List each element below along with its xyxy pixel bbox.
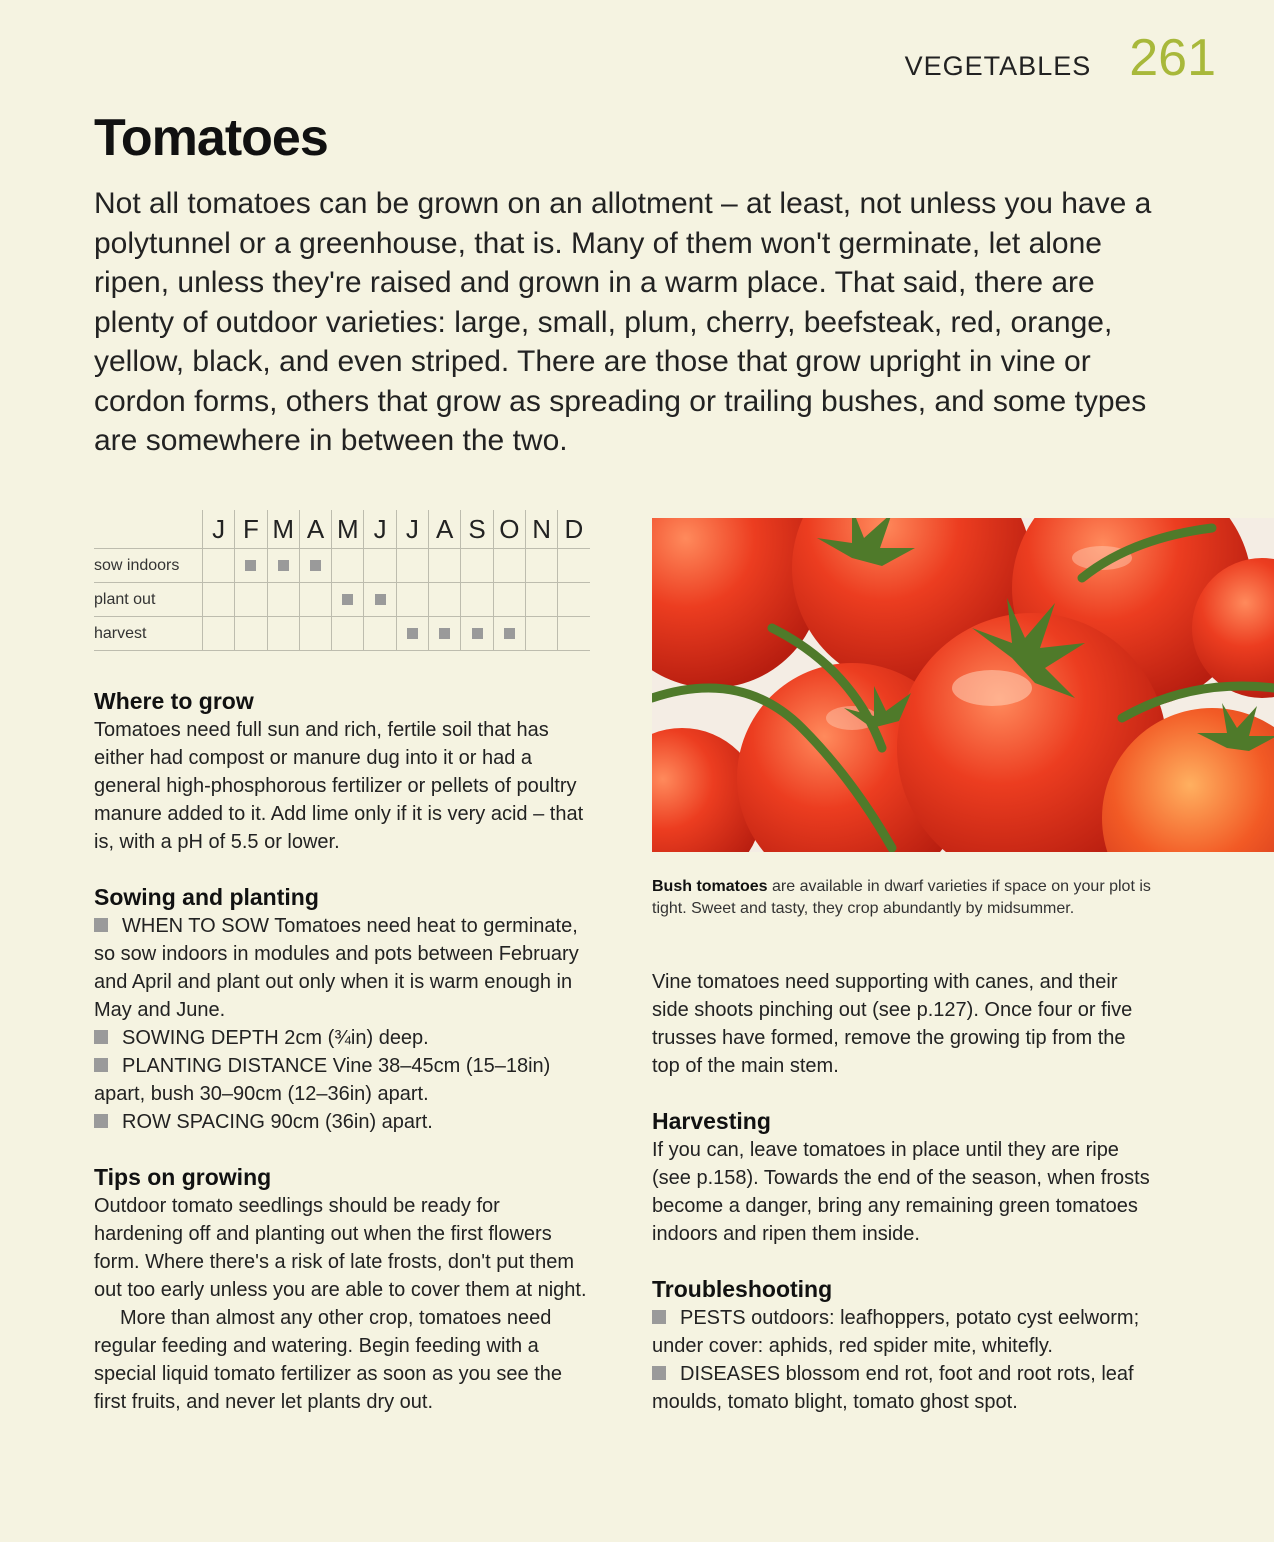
left-column: [94, 688, 594, 1444]
troubleshooting-item: [652, 1360, 1152, 1416]
calendar-cell: [363, 583, 395, 616]
tomato-photo: [652, 518, 1274, 852]
calendar-cell: [428, 617, 460, 650]
calendar-cell: [331, 583, 363, 616]
calendar-cell: [202, 617, 234, 650]
calendar-month: J: [202, 510, 234, 548]
page-header: [905, 28, 1216, 88]
harvesting-section: [652, 1108, 1152, 1248]
calendar-row-label: plant out: [94, 590, 156, 608]
calendar-cell: [299, 583, 331, 616]
sowing-heading: Sowing and planting: [94, 884, 319, 910]
calendar-cell: [493, 583, 525, 616]
sowing-item: [94, 912, 594, 1024]
calendar-row: [94, 583, 590, 617]
calendar-month: M: [267, 510, 299, 548]
calendar-header-row: [94, 510, 590, 549]
calendar-cell: [557, 617, 589, 650]
calendar-cell: [234, 549, 266, 582]
calendar-cell: [331, 617, 363, 650]
calendar-cell: [557, 549, 589, 582]
calendar-month: J: [396, 510, 428, 548]
page-number: 261: [1129, 29, 1216, 87]
sowing-item-text: ROW SPACING 90cm (36in) apart.: [122, 1111, 433, 1133]
calendar-cell: [525, 583, 557, 616]
intro-paragraph: Not all tomatoes can be grown on an allotment – at least, not unless you have a polytunnel or a greenhouse, that is. Many of them won't germinate, let alone ripen, unless they're raised and grown in a warm place. That said, there are plenty of outdoor varieties: large, small, plum, cherry, beefsteak, red, orange, yellow, black, and even striped. There are those that grow upright in vine or cordon forms, others that grow as spreading or trailing bushes, and some types are somewhere in between the two.: [94, 187, 1152, 457]
calendar-row-label: harvest: [94, 624, 147, 642]
harvesting-text: If you can, leave tomatoes in place until they are ripe (see p.158). Towards the end of the season, when frosts become a danger, bring any remaining green tomatoes indoors and ripen them inside.: [652, 1139, 1150, 1245]
calendar-cell: [267, 549, 299, 582]
section-name: VEGETABLES: [904, 51, 1092, 81]
where-to-grow-text: Tomatoes need full sun and rich, fertile soil that has either had compost or manure dug into it or had a general high-phosphorous fertilizer or pellets of poultry manure added to it. Add lime only if it is very acid – that is, with a pH of 5.5 or lower.: [94, 719, 584, 853]
calendar-row-label: sow indoors: [94, 556, 180, 574]
tips-paragraph-1: Outdoor tomato seedlings should be ready for hardening off and planting out when the first flowers form. Where there's a risk of late frosts, don't put them out too early unless you are able to cover them at night.: [94, 1195, 587, 1301]
calendar-mark-icon: [278, 560, 289, 571]
calendar-month: F: [234, 510, 266, 548]
sowing-item-text: PLANTING DISTANCE Vine 38–45cm (15–18in) apart, bush 30–90cm (12–36in) apart.: [94, 1055, 551, 1105]
tips-heading: Tips on growing: [94, 1164, 272, 1190]
tips-section: [94, 1164, 594, 1416]
troubleshooting-heading: Troubleshooting: [652, 1276, 833, 1302]
sowing-item: [94, 1108, 594, 1136]
bullet-square-icon: [94, 918, 108, 932]
page-title: Tomatoes: [94, 109, 328, 167]
calendar-row: [94, 617, 590, 651]
sowing-item-text: SOWING DEPTH 2cm (¾in) deep.: [122, 1027, 429, 1049]
caption-text: are available in dwarf varieties if space on your plot is tight. Sweet and tasty, they crop abundantly by midsummer.: [652, 878, 1151, 917]
calendar-month: M: [331, 510, 363, 548]
calendar-mark-icon: [504, 628, 515, 639]
calendar-cell: [460, 549, 492, 582]
calendar-cell: [331, 549, 363, 582]
calendar-cell: [396, 583, 428, 616]
calendar-cell: [267, 617, 299, 650]
calendar-cell: [267, 583, 299, 616]
calendar-mark-icon: [472, 628, 483, 639]
calendar-cell: [363, 549, 395, 582]
calendar-month: S: [460, 510, 492, 548]
calendar-cell: [493, 549, 525, 582]
calendar-cell: [428, 583, 460, 616]
bullet-square-icon: [94, 1030, 108, 1044]
calendar-month: D: [557, 510, 589, 548]
calendar-cell: [234, 617, 266, 650]
bullet-square-icon: [652, 1310, 666, 1324]
caption-bold: Bush tomatoes: [652, 878, 768, 895]
calendar-cell: [396, 617, 428, 650]
calendar-cell: [493, 617, 525, 650]
calendar-cell: [525, 617, 557, 650]
right-column: [652, 968, 1152, 1444]
calendar-cell: [363, 617, 395, 650]
calendar-month: N: [525, 510, 557, 548]
photo-caption: [652, 876, 1152, 920]
calendar-corner: [94, 510, 202, 548]
bullet-square-icon: [94, 1058, 108, 1072]
calendar-month: A: [299, 510, 331, 548]
troubleshooting-section: [652, 1276, 1152, 1416]
sowing-item: [94, 1024, 594, 1052]
harvesting-heading: Harvesting: [652, 1108, 771, 1134]
calendar-cell: [557, 583, 589, 616]
growing-calendar: [94, 510, 590, 651]
calendar-mark-icon: [375, 594, 386, 605]
calendar-mark-icon: [310, 560, 321, 571]
vine-text: Vine tomatoes need supporting with canes, and their side shoots pinching out (see p.127). Once four or five trusses have formed, remove the growing tip from the top of the main stem.: [652, 971, 1133, 1077]
calendar-cell: [202, 549, 234, 582]
calendar-cell: [299, 549, 331, 582]
bullet-square-icon: [94, 1114, 108, 1128]
troubleshooting-item: [652, 1304, 1152, 1360]
bullet-square-icon: [652, 1366, 666, 1380]
calendar-cell: [299, 617, 331, 650]
calendar-cell: [428, 549, 460, 582]
tips-paragraph-2: More than almost any other crop, tomatoes need regular feeding and watering. Begin feeding with a special liquid tomato fertilizer as soon as you see the first fruits, and never let plants dry out.: [94, 1307, 563, 1413]
troubleshooting-item-text: DISEASES blossom end rot, foot and root rots, leaf moulds, tomato blight, tomato ghost spot.: [652, 1363, 1134, 1413]
calendar-mark-icon: [439, 628, 450, 639]
sowing-section: [94, 884, 594, 1136]
calendar-month: O: [493, 510, 525, 548]
sowing-item-text: WHEN TO SOW Tomatoes need heat to germinate, so sow indoors in modules and pots between February and April and plant out only when it is warm enough in May and June.: [94, 915, 579, 1021]
vine-section: [652, 968, 1152, 1080]
calendar-cell: [234, 583, 266, 616]
calendar-cell: [460, 617, 492, 650]
sowing-item: [94, 1052, 594, 1108]
calendar-row: [94, 549, 590, 583]
troubleshooting-item-text: PESTS outdoors: leafhoppers, potato cyst eelworm; under cover: aphids, red spider mite, whitefly.: [652, 1307, 1140, 1357]
calendar-mark-icon: [245, 560, 256, 571]
calendar-month: J: [363, 510, 395, 548]
calendar-cell: [396, 549, 428, 582]
calendar-cell: [525, 549, 557, 582]
calendar-cell: [460, 583, 492, 616]
where-to-grow-section: [94, 688, 594, 856]
calendar-cell: [202, 583, 234, 616]
calendar-mark-icon: [342, 594, 353, 605]
calendar-mark-icon: [407, 628, 418, 639]
calendar-month: A: [428, 510, 460, 548]
tomato-illustration: [652, 518, 1274, 852]
where-to-grow-heading: Where to grow: [94, 688, 254, 714]
